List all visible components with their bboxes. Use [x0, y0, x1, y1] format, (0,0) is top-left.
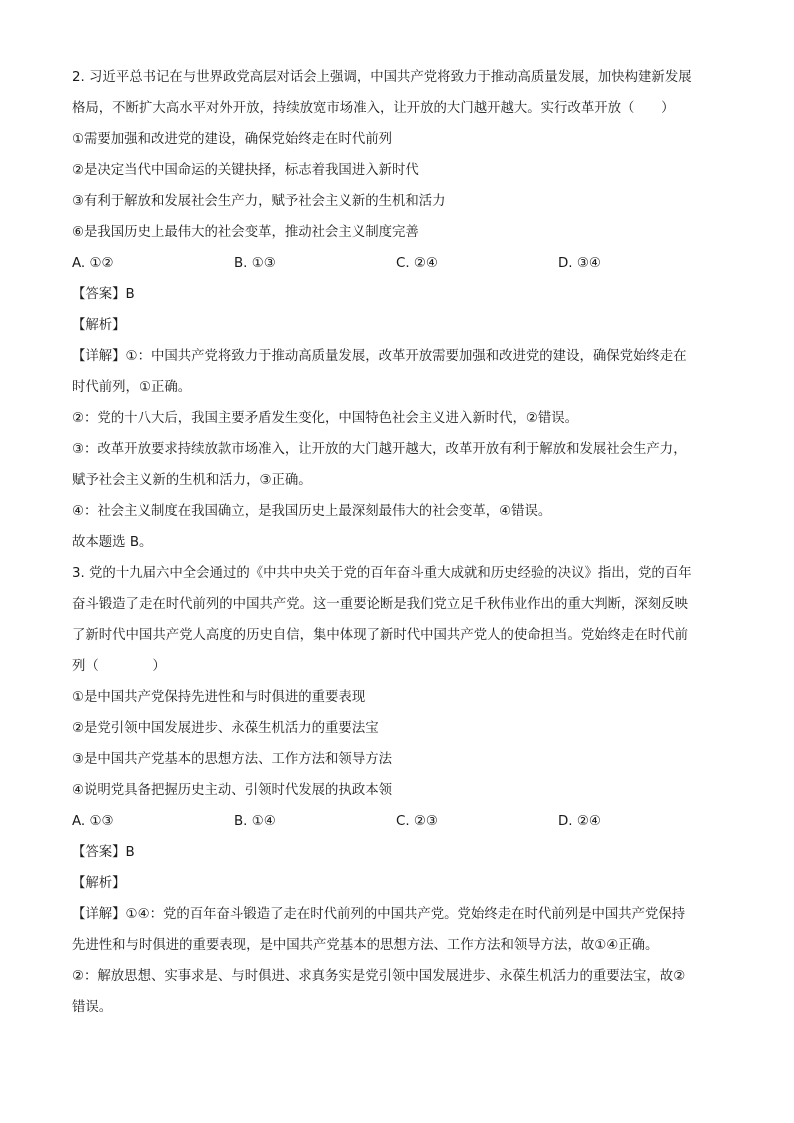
detail-line: 赋予社会主义新的生机和活力，③正确。 [72, 473, 312, 488]
options-row [72, 806, 724, 837]
statement-4: ④说明党具备把握历史主动、引领时代发展的执政本领 [72, 783, 392, 798]
document-page [72, 62, 724, 1023]
question-stem-line: 奋斗锻造了走在时代前列的中国共产党。这一重要论断是我们党立足千秋伟业作出的重大判断，深刻反映 [72, 597, 688, 612]
statement-2: ②是党引领中国发展进步、永葆生机活力的重要法宝 [72, 721, 379, 736]
question-2 [72, 62, 724, 558]
question-stem-line: 了新时代中国共产党人高度的历史自信，集中体现了新时代中国共产党人的使命担当。党始终走在时代前 [72, 628, 688, 643]
question-stem-line: 格局，不断扩大高水平对外开放，持续放宽市场准入，让开放的大门越开越大。实行改革开放（ ） [72, 101, 675, 116]
detail-line: ②：解放思想、实事求是、与时俱进、求真务实是党引领中国发展进步、永葆生机活力的重要法宝，故② [72, 969, 686, 984]
answer-label: 【答案】B [72, 845, 135, 860]
detail-line: 先进性和与时俱进的重要表现，是中国共产党基本的思想方法、工作方法和领导方法，故①④正确。 [72, 938, 659, 953]
option-a: A. ①② [72, 256, 114, 271]
answer-label: 【答案】B [72, 287, 135, 302]
detail-line: 【详解】①④：党的百年奋斗锻造了走在时代前列的中国共产党。党始终走在时代前列是中国共产党保持 [72, 907, 686, 922]
option-b: B. ①④ [234, 814, 276, 829]
option-d: D. ②④ [558, 814, 601, 829]
detail-line: ③：改革开放要求持续放款市场准入，让开放的大门越开越大，改革开放有利于解放和发展社会生产力， [72, 442, 687, 457]
statement-2: ②是决定当代中国命运的关键抉择，标志着我国进入新时代 [72, 163, 419, 178]
detail-line: ②：党的十八大后，我国主要矛盾发生变化，中国特色社会主义进入新时代，②错误。 [72, 411, 579, 426]
option-c: C. ②③ [396, 814, 438, 829]
conclusion-line: 故本题选 B。 [72, 535, 153, 550]
question-3 [72, 558, 724, 1023]
statement-3: ③有利于解放和发展社会生产力，赋予社会主义新的生机和活力 [72, 194, 446, 209]
detail-line: 错误。 [72, 1000, 113, 1015]
statement-3: ③是中国共产党基本的思想方法、工作方法和领导方法 [72, 752, 392, 767]
options-row [72, 248, 724, 279]
statement-1: ①需要加强和改进党的建设，确保党始终走在时代前列 [72, 132, 392, 147]
analysis-label: 【解析】 [72, 876, 126, 891]
question-stem-line: 列（ ） [72, 659, 166, 674]
question-stem-line: 3. 党的十九届六中全会通过的《中共中央关于党的百年奋斗重大成就和历史经验的决议》指出，党的百年 [72, 566, 692, 581]
detail-line: ④：社会主义制度在我国确立，是我国历史上最深刻最伟大的社会变革，④错误。 [72, 504, 552, 519]
option-c: C. ②④ [396, 256, 438, 271]
option-b: B. ①③ [234, 256, 276, 271]
option-d: D. ③④ [558, 256, 601, 271]
option-a: A. ①③ [72, 814, 114, 829]
question-stem-line: 2. 习近平总书记在与世界政党高层对话会上强调，中国共产党将致力于推动高质量发展，加快构建新发展 [72, 70, 692, 85]
statement-4: ⑥是我国历史上最伟大的社会变革，推动社会主义制度完善 [72, 225, 419, 240]
analysis-label: 【解析】 [72, 318, 126, 333]
detail-line: 时代前列，①正确。 [72, 380, 192, 395]
detail-line: 【详解】①：中国共产党将致力于推动高质量发展，改革开放需要加强和改进党的建设，确保党始终走在 [72, 349, 687, 364]
statement-1: ①是中国共产党保持先进性和与时俱进的重要表现 [72, 690, 366, 705]
